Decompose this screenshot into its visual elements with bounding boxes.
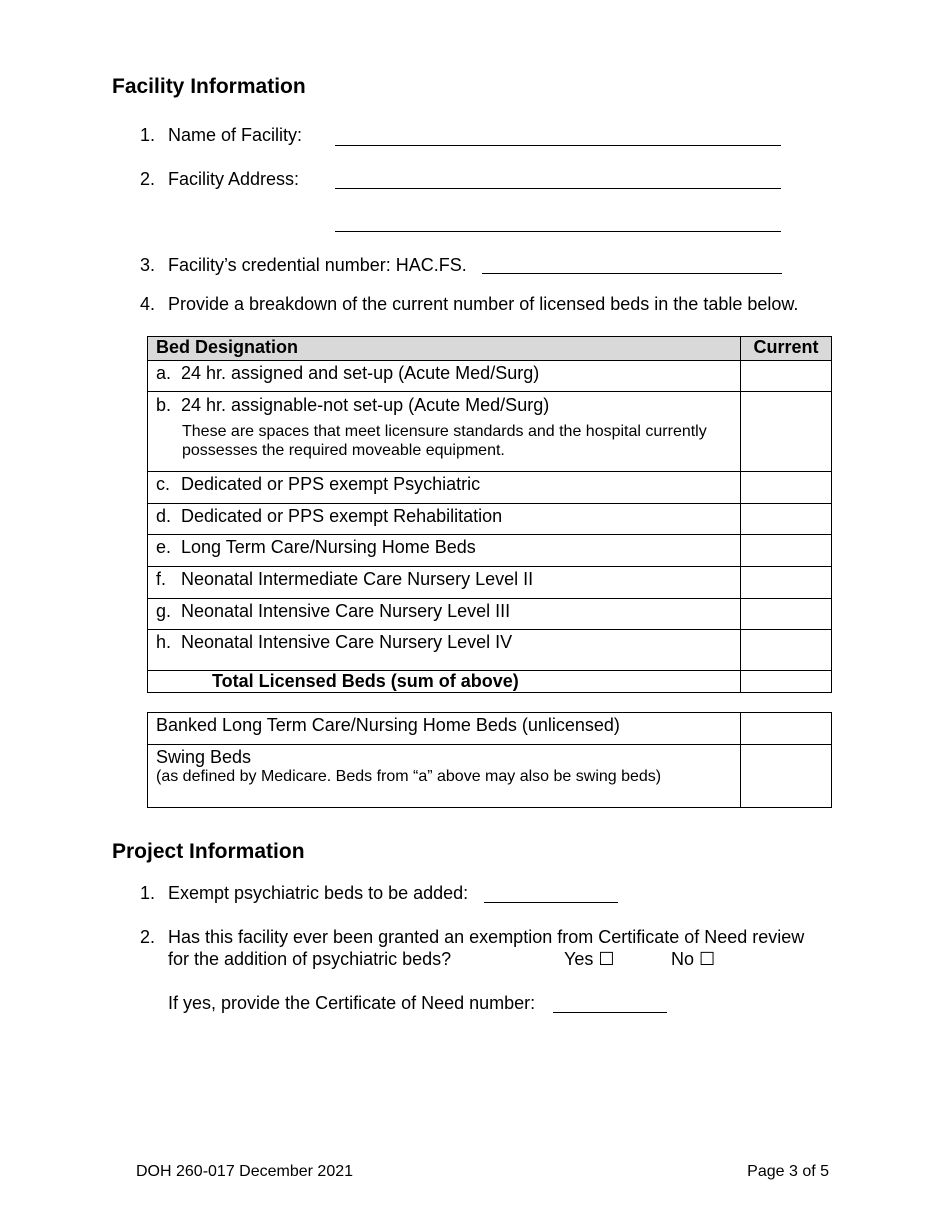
- row-label: 24 hr. assignable-not set-up (Acute Med/Surg): [181, 395, 550, 415]
- facility-name-field[interactable]: [335, 145, 781, 146]
- psych-beds-label: Exempt psychiatric beds to be added:: [168, 883, 469, 903]
- additional-beds-table: [147, 712, 832, 808]
- facility-address-field-1[interactable]: [335, 188, 781, 189]
- table-row: e. Long Term Care/Nursing Home Beds: [148, 535, 832, 567]
- row-label: 24 hr. assigned and set-up (Acute Med/Surg): [181, 363, 540, 383]
- project-item-1-number: 1.: [140, 883, 156, 903]
- row-label: Neonatal Intermediate Care Nursery Level II: [181, 569, 534, 589]
- exemption-question-line1: Has this facility ever been granted an exemption from Certificate of Need review: [168, 927, 805, 947]
- yes-label: Yes: [564, 949, 594, 969]
- project-heading: Project Information: [112, 840, 305, 863]
- no-label: No: [671, 949, 695, 969]
- swing-beds-value-cell[interactable]: [741, 745, 832, 808]
- table-row: d. Dedicated or PPS exempt Rehabilitation: [148, 504, 832, 535]
- con-number-field[interactable]: [553, 1012, 667, 1013]
- total-row: [148, 671, 832, 693]
- facility-address-field-2[interactable]: [335, 231, 781, 232]
- con-number-label: If yes, provide the Certificate of Need number:: [168, 993, 536, 1013]
- table-row: a. 24 hr. assigned and set-up (Acute Med/Surg): [148, 361, 832, 392]
- no-option[interactable]: [671, 949, 715, 970]
- exemption-question-line2: for the addition of psychiatric beds?: [168, 949, 452, 969]
- row-label: Dedicated or PPS exempt Rehabilitation: [181, 506, 503, 526]
- row-label: Neonatal Intensive Care Nursery Level III: [181, 601, 511, 621]
- current-value-cell[interactable]: [741, 630, 832, 671]
- table-row: h. Neonatal Intensive Care Nursery Level IV: [148, 630, 832, 671]
- item-3-number: 3.: [140, 255, 156, 275]
- current-value-cell[interactable]: [741, 361, 832, 392]
- bed-breakdown-instruction: Provide a breakdown of the current number of licensed beds in the table below.: [168, 294, 799, 314]
- bed-designation-table: [147, 336, 832, 693]
- project-item-2-number: 2.: [140, 927, 156, 947]
- no-checkbox-icon[interactable]: ☐: [699, 949, 716, 969]
- current-value-cell[interactable]: [741, 599, 832, 630]
- table-row: [148, 745, 832, 808]
- swing-beds-note: (as defined by Medicare. Beds from “a” above may also be swing beds): [156, 768, 662, 785]
- table-row: [148, 713, 832, 745]
- row-label: Neonatal Intensive Care Nursery Level IV: [181, 632, 513, 652]
- bed-designation-header: Bed Designation: [148, 337, 741, 361]
- item-2-number: 2.: [140, 169, 156, 189]
- item-4-number: 4.: [140, 294, 156, 314]
- table-row: g. Neonatal Intensive Care Nursery Level III: [148, 599, 832, 630]
- credential-number-field[interactable]: [482, 273, 782, 274]
- page-number: Page 3 of 5: [747, 1163, 829, 1180]
- current-value-cell[interactable]: [741, 472, 832, 504]
- swing-beds-label: Swing Beds: [156, 747, 252, 767]
- table-row: b. 24 hr. assignable-not set-up (Acute Med/Surg) These are spaces that meet licensure standards and the hospital currently possesses the required moveable equipment.: [148, 392, 832, 472]
- total-label: Total Licensed Beds (sum of above): [212, 671, 519, 691]
- yes-checkbox-icon[interactable]: ☐: [598, 949, 615, 969]
- facility-name-label: Name of Facility:: [168, 125, 303, 145]
- yes-option[interactable]: [564, 949, 615, 970]
- form-id: DOH 260-017 December 2021: [136, 1163, 354, 1180]
- psych-beds-field[interactable]: [484, 902, 618, 903]
- credential-number-label: Facility’s credential number: HAC.FS.: [168, 255, 467, 275]
- facility-heading: Facility Information: [112, 75, 306, 98]
- item-1-number: 1.: [140, 125, 156, 145]
- table-row: c. Dedicated or PPS exempt Psychiatric: [148, 472, 832, 504]
- row-label: Dedicated or PPS exempt Psychiatric: [181, 474, 481, 494]
- banked-beds-value-cell[interactable]: [741, 713, 832, 745]
- current-value-cell[interactable]: [741, 392, 832, 472]
- current-value-cell[interactable]: [741, 535, 832, 567]
- table-row: f. Neonatal Intermediate Care Nursery Level II: [148, 567, 832, 599]
- facility-address-label: Facility Address:: [168, 169, 300, 189]
- current-header: Current: [741, 337, 832, 361]
- row-note: These are spaces that meet licensure standards and the hospital currently possesses the required moveable equipment.: [182, 423, 707, 459]
- banked-beds-label: Banked Long Term Care/Nursing Home Beds (unlicensed): [156, 715, 620, 735]
- current-value-cell[interactable]: [741, 567, 832, 599]
- row-label: Long Term Care/Nursing Home Beds: [181, 537, 476, 557]
- current-value-cell[interactable]: [741, 504, 832, 535]
- total-value-cell[interactable]: [741, 671, 832, 693]
